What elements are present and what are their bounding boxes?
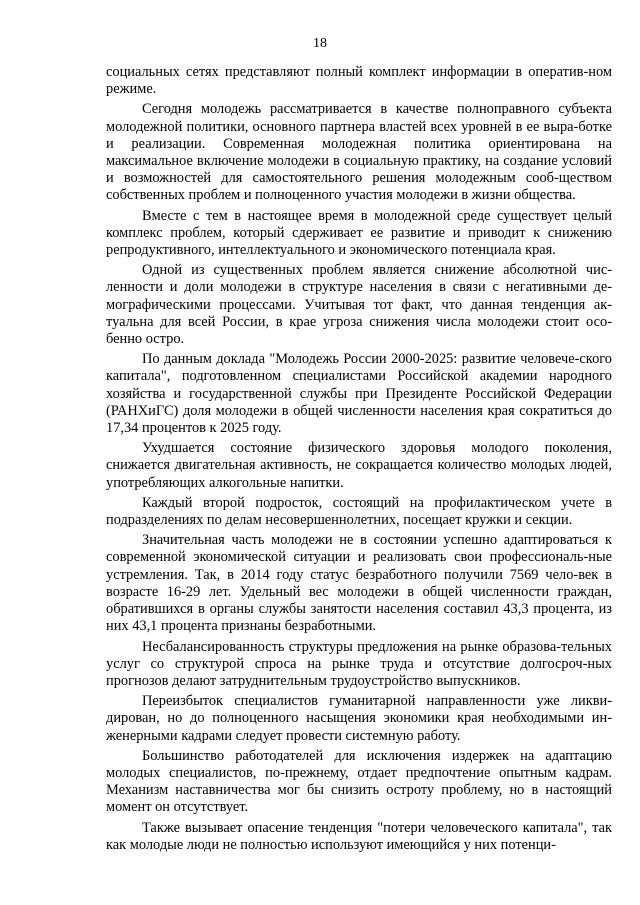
document-body xyxy=(106,64,612,857)
paragraph: Несбалансированность структуры предложения на рынке образова-тельных услуг со структурой спроса на рынке труда и отсутствие долгосроч-ных прогнозов делают затруднительным трудоустройство выпускников. xyxy=(106,638,612,689)
paragraph: Большинство работодателей для исключения издержек на адаптацию молодых специалистов, по-прежнему, отдает предпочтение опытным кадрам. Механизм наставничества мог бы снизить остроту проблему, но в настоящий момент он отсутствует. xyxy=(106,747,612,816)
paragraph: Сегодня молодежь рассматривается в качестве полноправного субъекта молодежной политики, основного партнера властей всех уровней в ее выра-ботке и реализации. Современная молодежная политика ориентирована на максимальное включение молодежи в социальную практику, на создание условий и возможностей для самостоятельного решения молодежным сооб-ществом собственных проблем и полноценного участия молодежи в жизни общества. xyxy=(106,101,612,204)
paragraph: Вместе с тем в настоящее время в молодежной среде существует целый комплекс проблем, который сдерживает ее развитие и приводит к снижению репродуктивного, интеллектуального и экономического потенциала края. xyxy=(106,207,612,259)
paragraph: Также вызывает опасение тенденция "потери человеческого капитала", так как молодые люди не полностью используют имеющийся у них потенци- xyxy=(106,819,612,853)
paragraph-continuation: социальных сетях представляют полный комплект информации в оператив-ном режиме. xyxy=(106,64,612,98)
paragraph: Одной из существенных проблем является снижение абсолютной чис-ленности и доли молодежи в структуре населения в связи с негативными де-мографическими процессами. Учитывая тот факт, что данная тенденция ак-туальна для всей России, в крае угроза снижения числа молодежи стоит осо-бенно остро. xyxy=(106,262,612,348)
paragraph: Ухудшается состояние физического здоровья молодого поколения, снижается двигательная активность, не сокращается количество молодых людей, употребляющих алкогольные напитки. xyxy=(106,440,612,491)
page-number: 18 xyxy=(313,36,327,51)
paragraph: Каждый второй подросток, состоящий на профилактическом учете в подразделениях по делам несовершеннолетних, посещает кружки и секции. xyxy=(106,494,612,529)
paragraph: По данным доклада "Молодежь России 2000-2025: развитие человече-ского капитала", подготовленном специалистами Российской академии народного хозяйства и государственной службы при Президенте Российской Федерации (РАНХиГС) доля молодежи в общей численности населения края сократиться до 17,34 процентов к 2025 году. xyxy=(106,351,612,437)
paragraph: Значительная часть молодежи не в состоянии успешно адаптироваться к современной экономической ситуации и реализовать свои профессиональ-ные устремления. Так, в 2014 году статус безработного получили 7569 чело-век в возрасте 16-29 лет. Удельный вес молодежи в общей численности граждан, обратившихся в органы службы занятости населения составил 43,3 процента, из них 43,1 процента признаны безработными. xyxy=(106,532,612,635)
paragraph: Переизбыток специалистов гуманитарной направленности уже ликви-дирован, но до полноценного насыщения экономики края необходимыми ин-женерными кадрами следует провести системную работу. xyxy=(106,693,612,744)
